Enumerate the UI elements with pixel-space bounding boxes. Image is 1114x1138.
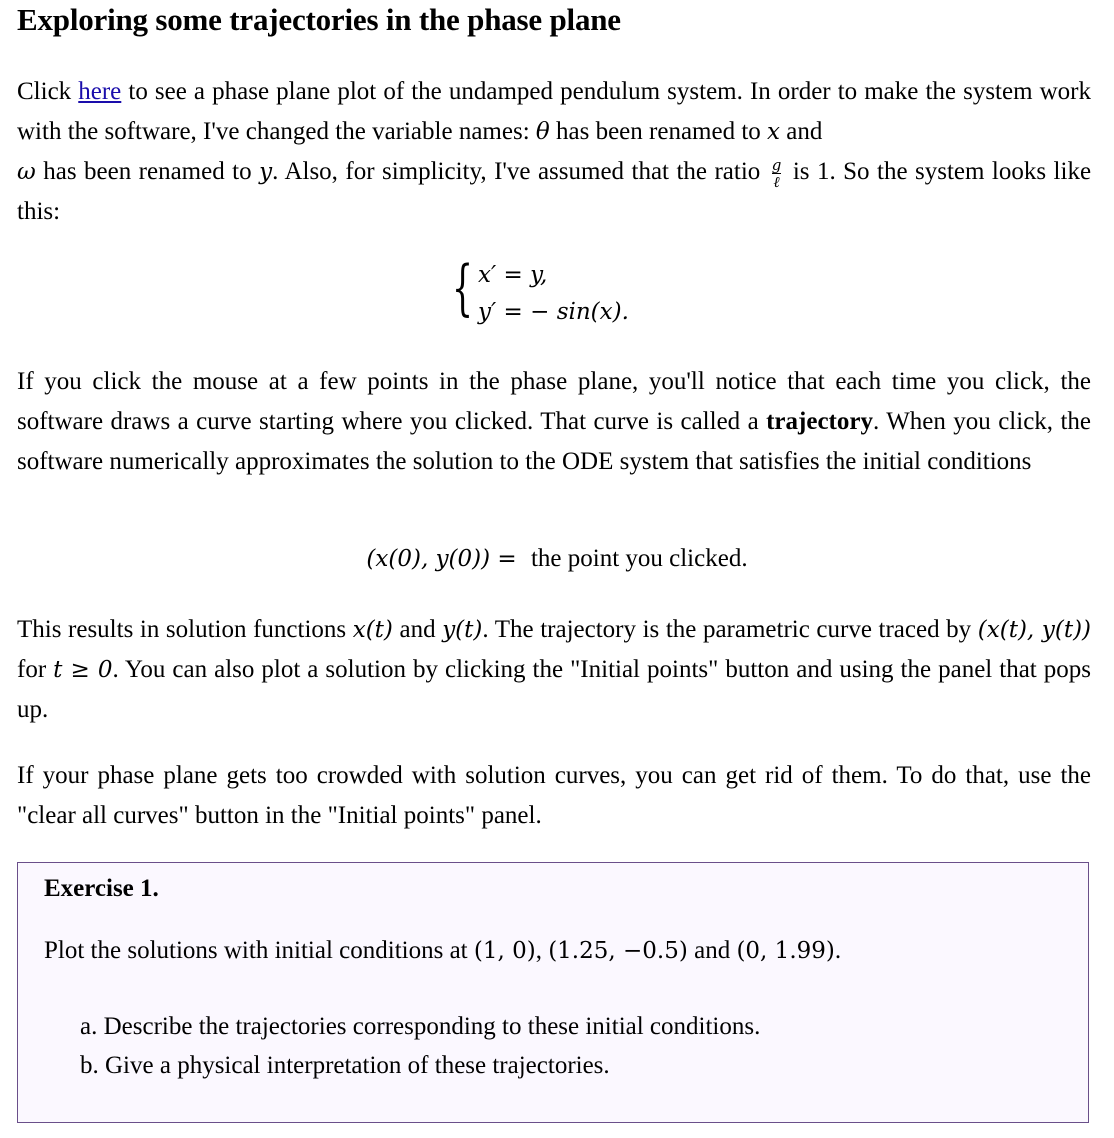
exercise-question-b: b. Give a physical interpretation of these trajectories.	[80, 1052, 610, 1079]
exercise-prompt	[44, 937, 841, 965]
para3-text-d: . You can also plot a solution by clicking the "Initial points" button and using the panel that pops up.	[17, 656, 1091, 723]
trajectory-paragraph	[17, 362, 1091, 482]
exercise-and: and	[694, 937, 731, 964]
page-title: Exploring some trajectories in the phase plane	[17, 2, 621, 37]
intro-click-text: Click	[17, 78, 72, 105]
parametric-pair: (x(t), y(t))	[977, 617, 1092, 643]
system-brace: {	[452, 253, 474, 323]
here-link[interactable]: here	[78, 78, 122, 105]
fraction-numerator: g	[771, 155, 782, 174]
intro-paragraph	[17, 72, 1091, 232]
initial-condition-math: (x(0), y(0)) =	[366, 546, 517, 572]
para3-and: and	[399, 616, 436, 643]
exercise-end: .	[834, 937, 842, 964]
fraction-denominator: ℓ	[773, 172, 780, 191]
exercise-sep: ,	[535, 937, 542, 964]
omega-symbol: ω	[17, 159, 36, 185]
x-of-t: x(t)	[352, 617, 393, 643]
system-equation-2: y′ = − sin(x).	[478, 299, 629, 325]
intro-text-c: and	[786, 118, 823, 145]
para3-text-b: . The trajectory is the parametric curve traced by	[482, 616, 972, 643]
intro-text-a: to see a phase plane plot of the undamped pendulum system. In order to make the system work with the software, I've changed the variable names:	[17, 78, 1091, 145]
y-symbol: y	[259, 159, 273, 185]
initial-point-1: (1, 0)	[473, 938, 536, 964]
theta-symbol: θ	[535, 119, 550, 145]
para3-text-a: This results in solution functions	[17, 616, 347, 643]
exercise-question-a: a. Describe the trajectories corresponding to these initial conditions.	[80, 1013, 761, 1040]
para2-text-a: If you click the mouse at a few points in the phase plane, you'll notice that each time you click, the software draws a curve starting where you clicked. That curve is called a	[17, 368, 1091, 435]
trajectory-term: trajectory	[766, 408, 873, 435]
para3-text-c: for	[17, 656, 47, 683]
initial-condition-equation	[0, 545, 1114, 573]
exercise-questions	[80, 1007, 760, 1085]
y-of-t: y(t)	[442, 617, 483, 643]
initial-point-3: (0, 1.99)	[736, 938, 835, 964]
time-condition: t ≥ 0	[53, 657, 113, 683]
exercise-box	[17, 862, 1089, 1123]
para2-text-b: . When you click, the software numerically approximates the solution to the ODE system that satisfies the initial conditions	[17, 408, 1092, 475]
clear-curves-paragraph: If your phase plane gets too crowded with solution curves, you can get rid of them. To do that, use the "clear all curves" button in the "Initial points" panel.	[17, 762, 1091, 829]
x-symbol: x	[767, 119, 781, 145]
solution-paragraph	[17, 610, 1091, 730]
intro-text-b: has been renamed to	[556, 118, 761, 145]
exercise-prompt-text: Plot the solutions with initial conditions at	[44, 937, 468, 964]
system-equation-1: x′ = y,	[478, 262, 548, 288]
initial-point-2: (1.25, −0.5)	[548, 938, 688, 964]
intro-text-f: is 1. So the system looks like this:	[17, 158, 1092, 225]
ratio-fraction	[772, 157, 782, 190]
intro-text-e: . Also, for simplicity, I've assumed that the ratio	[272, 158, 761, 185]
intro-text-d: has been renamed to	[43, 158, 252, 185]
initial-condition-text: the point you clicked.	[530, 545, 748, 572]
exercise-title: Exercise 1.	[44, 875, 159, 902]
